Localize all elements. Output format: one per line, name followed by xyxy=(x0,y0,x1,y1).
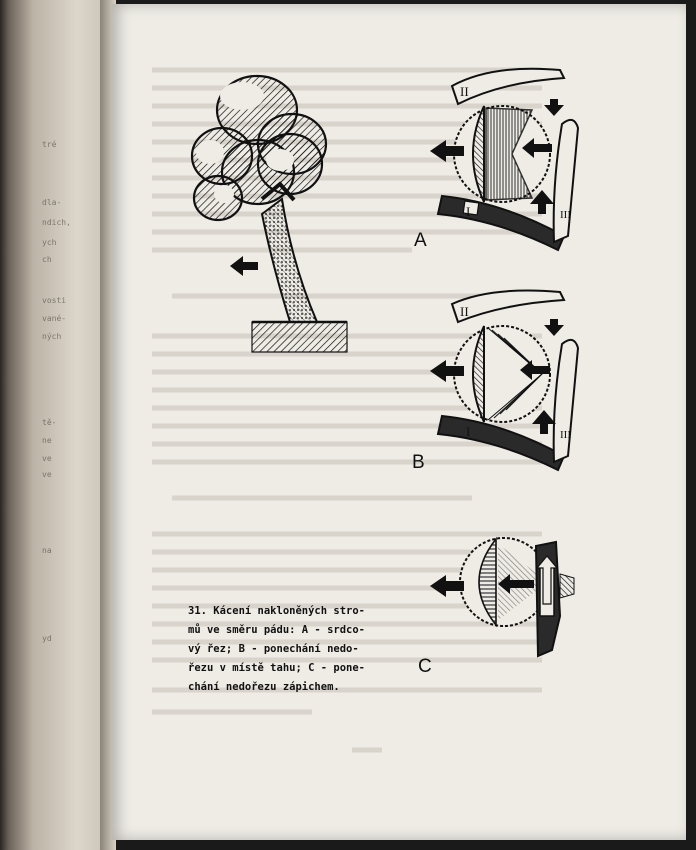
felling-illustration xyxy=(112,4,686,840)
left-page-text: tě- xyxy=(42,418,57,427)
left-page-text: ych xyxy=(42,238,57,247)
left-page-text: vané- xyxy=(42,314,67,323)
right-page xyxy=(112,4,686,840)
roman-numeral-2: II xyxy=(460,304,469,319)
left-page-text: vosti xyxy=(42,296,67,305)
roman-numeral-1: I xyxy=(466,424,471,439)
figure-label-c: C xyxy=(418,656,432,677)
left-page-text: ve xyxy=(42,470,52,479)
fall-direction-arrow-icon xyxy=(230,256,258,276)
caption-line: chání nedořezu zápichem. xyxy=(188,681,340,693)
left-page-text: ných xyxy=(42,332,62,341)
figure-label-b: B xyxy=(412,452,425,473)
left-page-text: dla- xyxy=(42,198,62,207)
left-page-text: ndich, xyxy=(42,218,71,227)
left-page-text: ve xyxy=(42,454,52,463)
left-page-text: na xyxy=(42,546,52,555)
diagram-a xyxy=(430,69,578,250)
figure-caption xyxy=(188,602,388,697)
roman-numeral-1: I xyxy=(466,204,471,219)
left-page-text: yd xyxy=(42,634,52,643)
left-page-text: ne xyxy=(42,436,52,445)
figure-label-a: A xyxy=(414,230,427,251)
diagram-b xyxy=(430,291,578,471)
left-page xyxy=(0,0,110,850)
caption-line: řezu v místě tahu; C - pone- xyxy=(188,662,366,674)
left-page-text: tré xyxy=(42,140,57,149)
left-page-text: ch xyxy=(42,255,52,264)
caption-line: vý řez; B - ponechání nedo- xyxy=(188,643,359,655)
caption-line: 31. Kácení nakloněných stro- xyxy=(188,605,366,617)
roman-numeral-2: II xyxy=(460,84,469,99)
diagram-c xyxy=(430,538,574,656)
roman-numeral-3: III xyxy=(560,209,571,221)
leaning-tree-drawing xyxy=(192,76,347,352)
roman-numeral-3: III xyxy=(560,429,571,441)
caption-line: mů ve směru pádu: A - srdco- xyxy=(188,624,366,636)
